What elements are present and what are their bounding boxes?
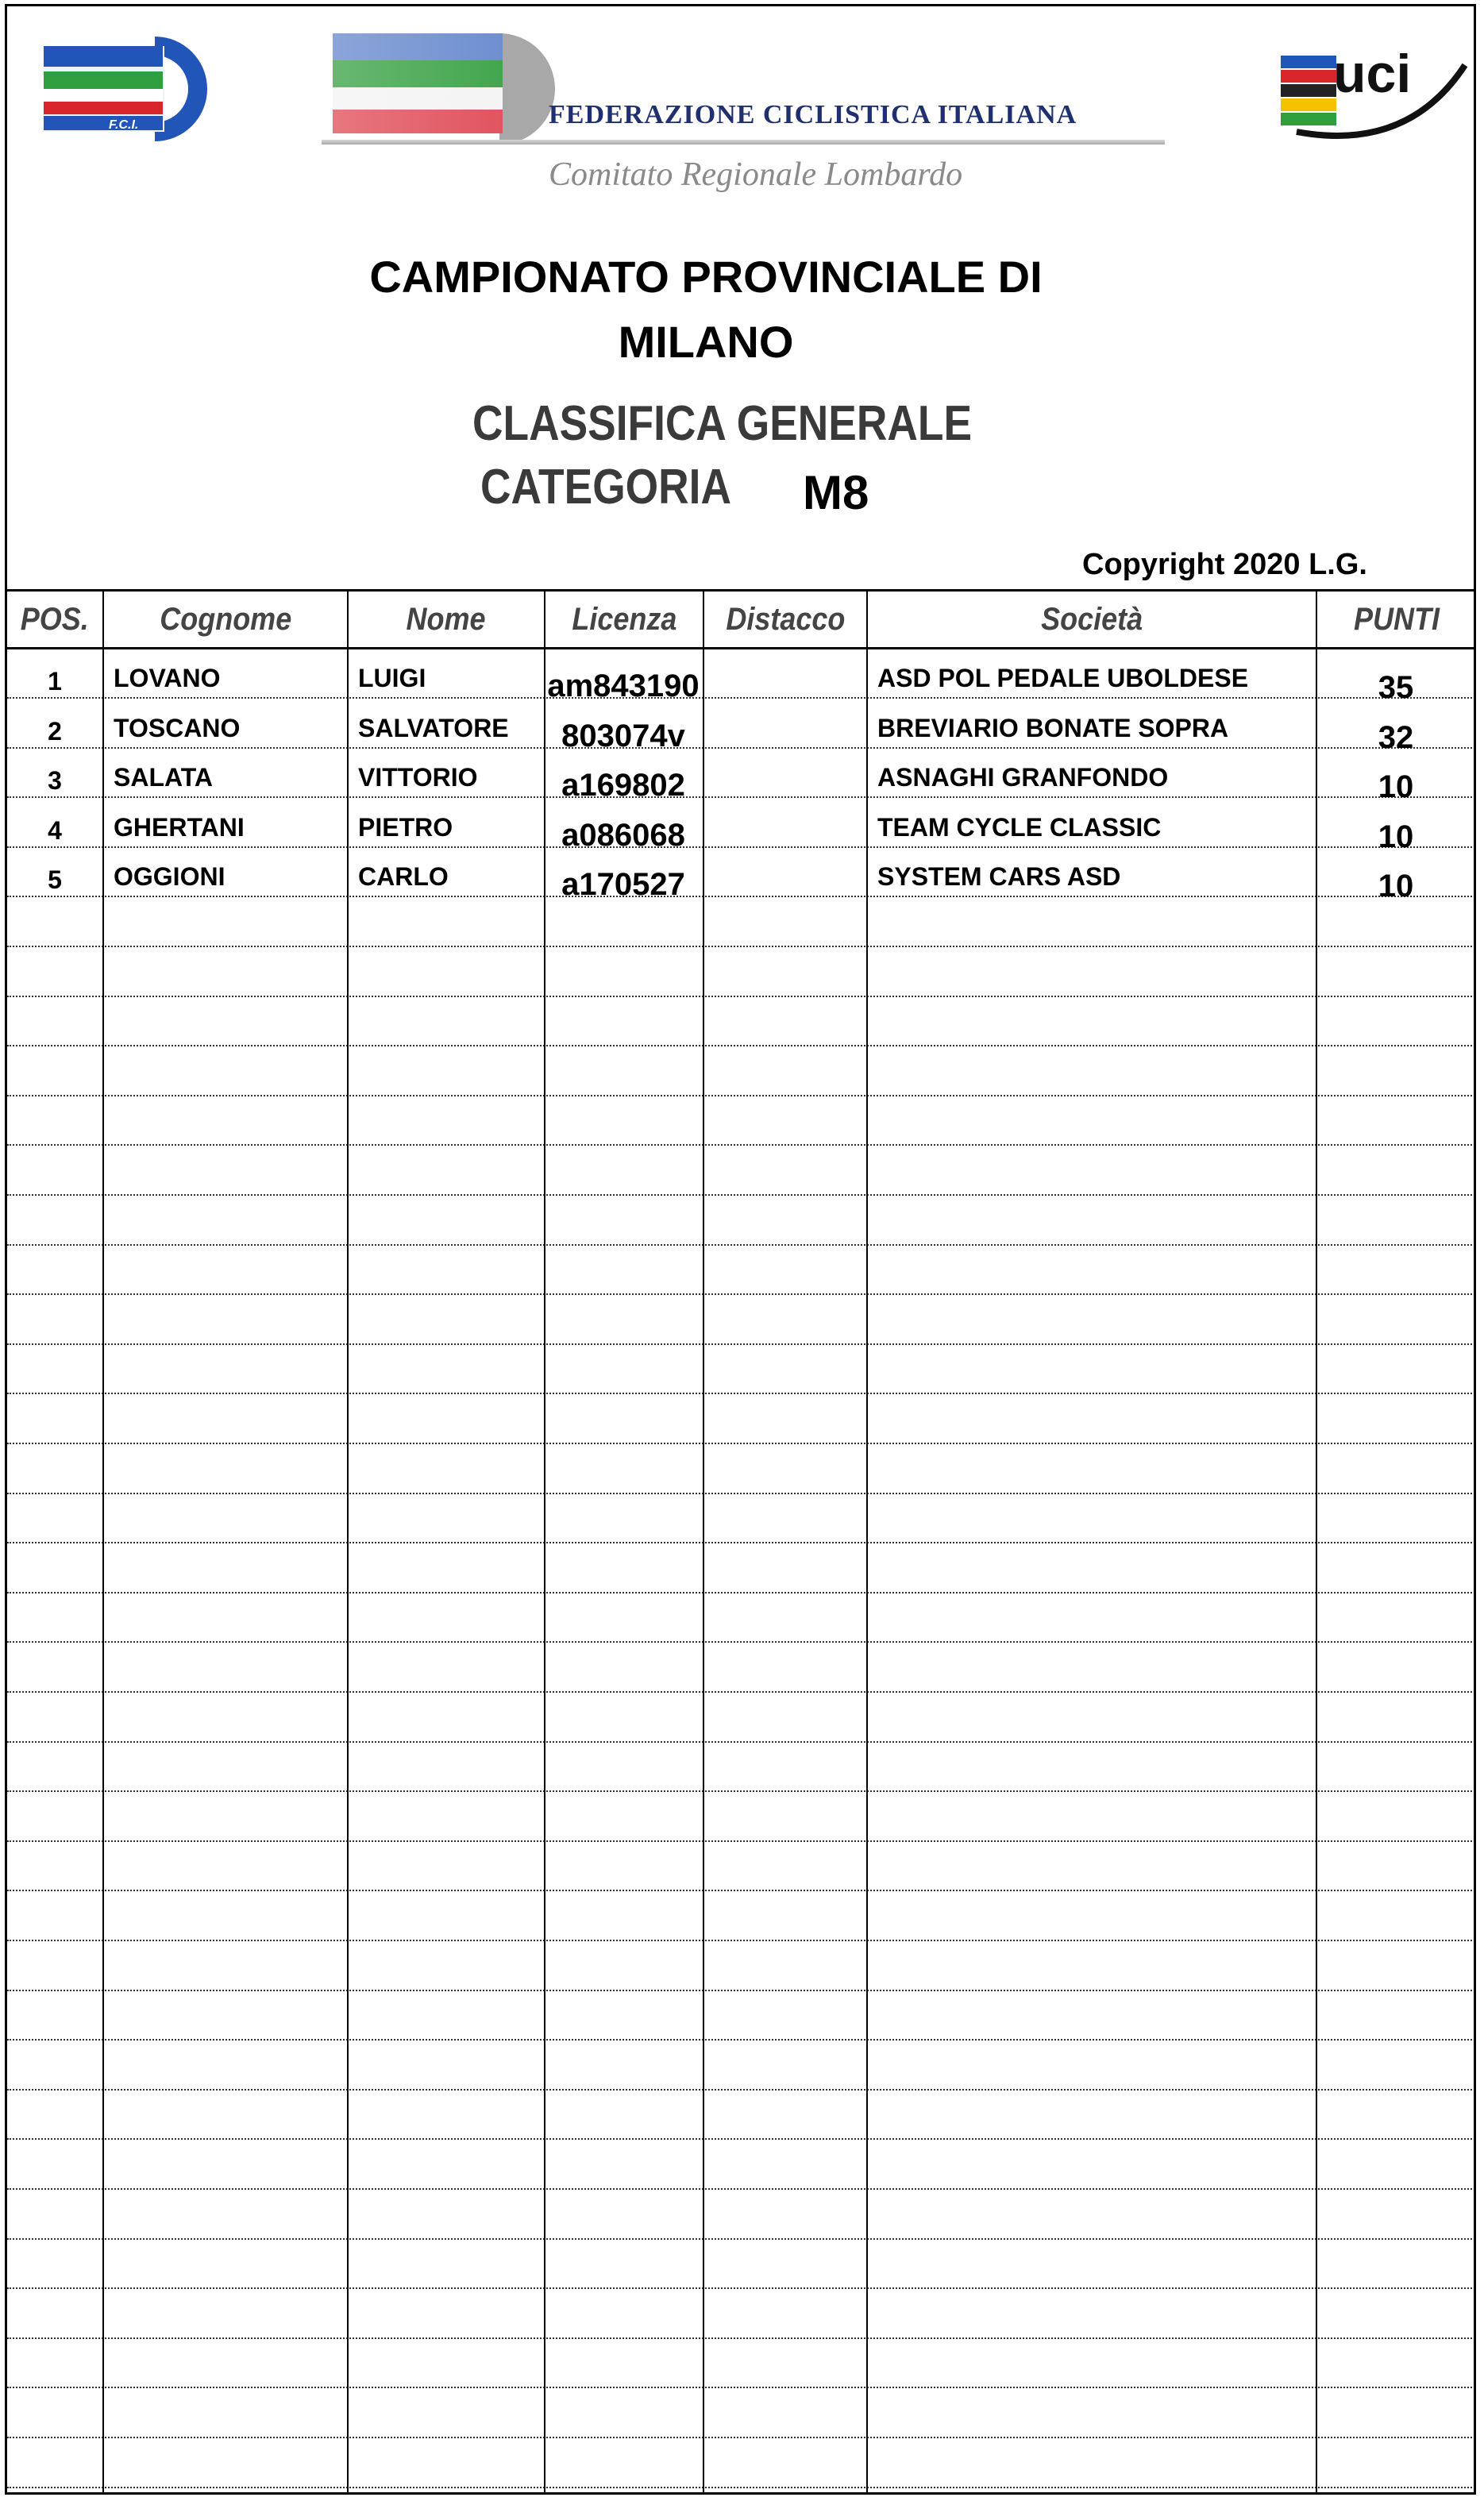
cell-licenza: am843190 — [547, 669, 700, 703]
category-label: CATEGORIA — [480, 460, 731, 514]
empty-table-row — [7, 2290, 1476, 2339]
empty-table-row — [7, 997, 1476, 1046]
empty-table-row — [7, 1793, 1476, 1842]
title-block — [245, 245, 1166, 375]
cell-pos: 3 — [48, 766, 62, 796]
ranking-title: CLASSIFICA GENERALE — [472, 396, 973, 451]
empty-table-row — [7, 2439, 1476, 2488]
table-row — [7, 799, 1476, 854]
empty-table-row — [7, 1047, 1476, 1096]
championship-location: MILANO — [618, 317, 794, 367]
empty-table-row — [7, 1494, 1476, 1543]
federation-name: FEDERAZIONE CICLISTICA ITALIANA — [549, 100, 1077, 129]
cell-nome: PIETRO — [358, 812, 453, 842]
cell-societa: BREVIARIO BONATE SOPRA — [877, 713, 1229, 742]
empty-table-row — [7, 1892, 1476, 1941]
italian-flag-icon — [333, 33, 563, 152]
empty-table-row — [7, 2191, 1476, 2240]
championship-title: CAMPIONATO PROVINCIALE DI — [369, 252, 1043, 302]
fci-logo-text: F.C.I. — [109, 118, 139, 132]
cell-nome: LUIGI — [358, 664, 426, 692]
cell-nome: VITTORIO — [358, 763, 478, 792]
cell-pos: 1 — [48, 667, 62, 696]
cell-societa: ASD POL PEDALE UBOLDESE — [877, 664, 1249, 692]
cell-punti: 10 — [1378, 869, 1414, 904]
empty-table-row — [7, 1544, 1476, 1593]
empty-table-row — [7, 2091, 1476, 2140]
empty-table-row — [7, 1146, 1476, 1196]
empty-table-row — [7, 1445, 1476, 1494]
column-divider — [866, 649, 868, 2495]
column-divider — [544, 649, 545, 2495]
cell-punti: 10 — [1378, 769, 1414, 805]
uci-logo-icon — [1281, 33, 1471, 141]
cell-punti: 32 — [1378, 719, 1414, 755]
cell-distacco — [703, 749, 866, 796]
column-header-licenza: Licenza — [544, 592, 703, 647]
empty-table-row — [7, 2141, 1476, 2190]
uci-logo-text: uci — [1333, 44, 1412, 104]
empty-table-row — [7, 1345, 1476, 1394]
cell-pos: 4 — [48, 815, 62, 845]
empty-table-row — [7, 1593, 1476, 1643]
cell-cognome: TOSCANO — [114, 713, 241, 742]
column-divider — [102, 649, 104, 2495]
cell-licenza: a086068 — [561, 817, 685, 853]
federation-banner — [322, 27, 1171, 210]
empty-table-row — [7, 1991, 1476, 2040]
empty-table-row — [7, 1246, 1476, 1295]
table-row — [7, 649, 1476, 705]
empty-table-row — [7, 1694, 1476, 1743]
cell-punti: 10 — [1378, 819, 1414, 854]
cell-distacco — [703, 848, 866, 896]
cell-pos: 2 — [48, 716, 62, 746]
table-row — [7, 848, 1476, 904]
cell-nome: CARLO — [358, 862, 449, 892]
cell-pos: 5 — [48, 865, 62, 895]
copyright-notice: Copyright 2020 L.G. — [1082, 548, 1367, 581]
empty-table-row — [7, 1096, 1476, 1146]
fci-logo-icon — [36, 35, 214, 143]
cell-licenza: a170527 — [561, 867, 685, 903]
cell-punti: 35 — [1378, 670, 1414, 705]
cell-societa: ASNAGHI GRANFONDO — [877, 763, 1169, 792]
cell-distacco — [703, 649, 866, 697]
empty-table-row — [7, 898, 1476, 947]
cell-distacco — [703, 699, 866, 747]
empty-table-row — [7, 1743, 1476, 1792]
table-row — [7, 749, 1476, 805]
cell-cognome: OGGIONI — [114, 862, 225, 892]
empty-table-row — [7, 2389, 1476, 2438]
empty-table-row — [7, 1644, 1476, 1693]
results-sheet — [5, 4, 1476, 2495]
column-divider — [1316, 649, 1317, 2495]
empty-table-row — [7, 1842, 1476, 1891]
column-header-punti: PUNTI — [1316, 592, 1476, 647]
empty-table-row — [7, 2041, 1476, 2091]
empty-table-row — [7, 1296, 1476, 1345]
empty-table-row — [7, 1395, 1476, 1444]
cell-nome: SALVATORE — [358, 713, 509, 742]
table-header — [7, 589, 1476, 649]
empty-table-row — [7, 1197, 1476, 1246]
column-header-societa: Società — [866, 592, 1316, 647]
empty-table-row — [7, 948, 1476, 997]
cell-cognome: LOVANO — [114, 664, 221, 692]
column-divider — [347, 649, 349, 2495]
category-value: M8 — [803, 466, 869, 519]
banner-divider — [322, 140, 1165, 145]
column-divider — [703, 649, 704, 2495]
empty-table-row — [7, 1942, 1476, 1991]
committee-name: Comitato Regionale Lombardo — [549, 156, 963, 193]
column-header-pos: POS. — [20, 601, 90, 637]
empty-table-row — [7, 2240, 1476, 2289]
cell-societa: TEAM CYCLE CLASSIC — [877, 812, 1162, 842]
column-header-nome: Nome — [347, 592, 544, 647]
column-header-distacco: Distacco — [703, 592, 866, 647]
table-row — [7, 699, 1476, 755]
cell-licenza: a169802 — [561, 768, 685, 803]
cell-distacco — [703, 799, 866, 846]
cell-cognome: GHERTANI — [114, 812, 245, 842]
cell-societa: SYSTEM CARS ASD — [877, 862, 1121, 892]
cell-licenza: 803074v — [561, 718, 685, 753]
cell-cognome: SALATA — [114, 763, 214, 792]
column-header-cognome: Cognome — [102, 592, 347, 647]
empty-table-row — [7, 2339, 1476, 2388]
